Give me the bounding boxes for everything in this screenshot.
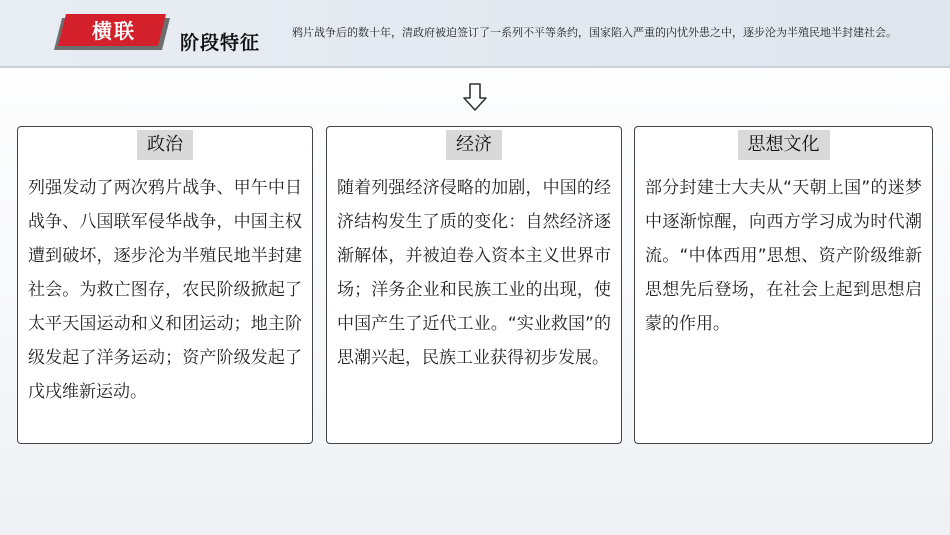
politics-text: 列强发动了两次鸦片战争、甲午中日战争、八国联军侵华战争，中国主权遭到破坏，逐步沦为半殖民地半封建社会。为救亡图存，农民阶级掀起了太平天国运动和义和团运动；地主阶级发起了洋务运动；资产阶级发起了戊戌维新运动。 (28, 178, 302, 402)
intro-text: 鸦片战争后的数十年，清政府被迫签订了一系列不平等条约，国家陷入严重的内忧外患之中，逐步沦为半殖民地半封建社会。 (292, 26, 897, 39)
politics-title: 政治 (137, 130, 193, 160)
culture-title: 思想文化 (738, 130, 830, 160)
section-title: 阶段特征 (180, 32, 261, 54)
economy-card (326, 126, 622, 444)
culture-card (634, 126, 933, 444)
politics-card (17, 126, 313, 444)
economy-title: 经济 (446, 130, 502, 160)
down-arrow-icon (462, 82, 488, 112)
economy-text: 随着列强经济侵略的加剧，中国的经济结构发生了质的变化：自然经济逐渐解体，并被迫卷入资本主义世界市场；洋务企业和民族工业的出现，使中国产生了近代工业。“实业救国”的思潮兴起，民族工业获得初步发展。 (337, 178, 611, 368)
culture-text: 部分封建士大夫从“天朝上国”的迷梦中逐渐惊醒，向西方学习成为时代潮流。“中体西用”思想、资产阶级维新思想先后登场，在社会上起到思想启蒙的作用。 (645, 178, 922, 334)
tag-label: 横联 (92, 19, 136, 43)
